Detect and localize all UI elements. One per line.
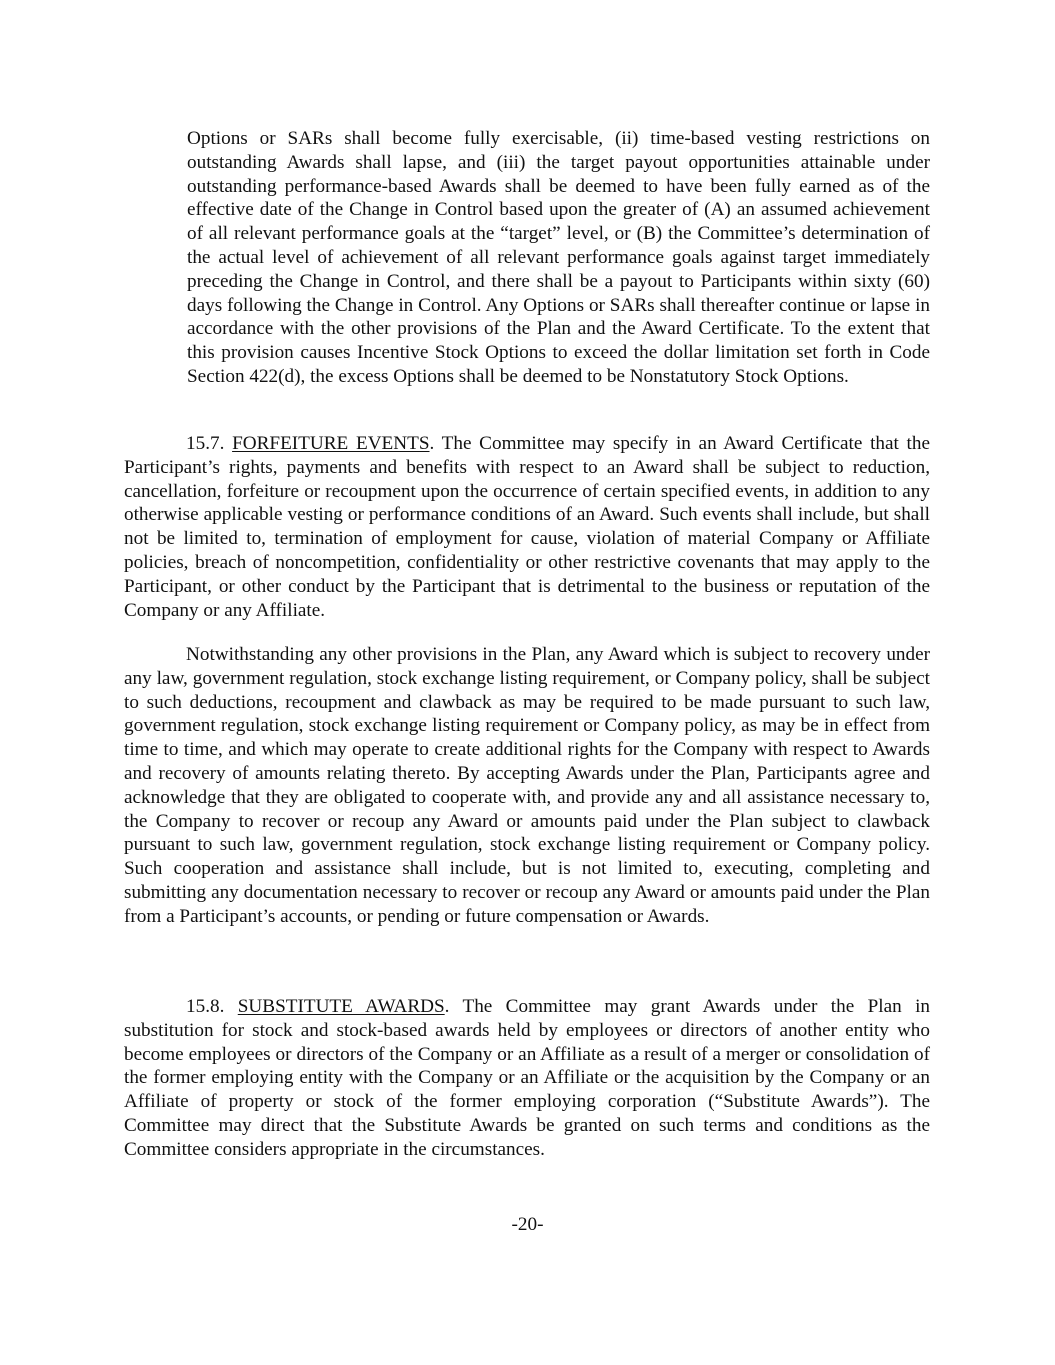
section-15-8-paragraph: [124, 995, 930, 1162]
page-number: -20-: [511, 1214, 544, 1235]
clawback-paragraph: Notwithstanding any other provisions in the Plan, any Award which is subject to recovery under any law, government regulation, stock exchange listing requirement, or Company policy, shall be subject to such deductions, recoupment and clawback as may be required to be made pursuant to such law, government regulation, stock exchange listing requirement or Company policy, as may be in effect from time to time, and which may operate to create additional rights for the Company with respect to Awards and recovery of amounts relating thereto. By accepting Awards under the Plan, Participants agree and acknowledge that they are obligated to cooperate with, and provide any and all assistance necessary to, the Company to recover or recoup any Award or amounts paid under the Plan subject to clawback pursuant to such law, government regulation, stock exchange listing requirement or Company policy. Such cooperation and assistance shall include, but is not limited to, executing, completing and submitting any documentation necessary to recover or recoup any Award or amounts paid under the Plan from a Participant’s accounts, or pending or future compensation or Awards.: [124, 644, 930, 927]
section-15-7-heading: FORFEITURE EVENTS: [232, 433, 430, 454]
section-15-8-text: . The Committee may grant Awards under the Plan in substitution for stock and stock-based awards held by employees or directors of another entity who become employees or directors of the Company or an Affiliate as a result of a merger or consolidation of the former employing entity with the Company or an Affiliate or the acquisition by the Company or an Affiliate of property or stock of the former employing corporation (“Substitute Awards”). The Committee may direct that the Substitute Awards be granted on such terms and conditions as the Committee considers appropriate in the circumstances.: [124, 996, 930, 1160]
section-15-8-heading: SUBSTITUTE AWARDS: [237, 996, 445, 1017]
section-15-8-number: 15.8.: [186, 996, 225, 1017]
section-15-7-text: . The Committee may specify in an Award Certificate that the Participant’s rights, payments and benefits with respect to an Award shall be subject to reduction, cancellation, forfeiture or recoupment upon the occurrence of certain specified events, in addition to any otherwise applicable vesting or performance conditions of an Award. Such events shall include, but shall not be limited to, termination of employment for cause, violation of material Company or Affiliate policies, breach of noncompetition, confidentiality or other restrictive covenants that may apply to the Participant, or other conduct by the Participant that is detrimental to the business or reputation of the Company or any Affiliate.: [124, 433, 930, 621]
section-15-7-number: 15.7.: [186, 433, 225, 454]
section-15-7-paragraph: [124, 432, 930, 622]
continuation-paragraph: Options or SARs shall become fully exercisable, (ii) time-based vesting restrictions on outstanding Awards shall lapse, and (iii) the target payout opportunities attainable under outstanding performance-based Awards shall be deemed to have been fully earned as of the effective date of the Change in Control based upon the greater of (A) an assumed achievement of all relevant performance goals at the “target” level, or (B) the Committee’s determination of the actual level of achievement of all relevant performance goals against target immediately preceding the Change in Control, and there shall be a payout to Participants within sixty (60) days following the Change in Control. Any Options or SARs shall thereafter continue or lapse in accordance with the other provisions of the Plan and the Award Certificate. To the extent that this provision causes Incentive Stock Options to exceed the dollar limitation set forth in Code Section 422(d), the excess Options shall be deemed to be Nonstatutory Stock Options.: [187, 128, 930, 387]
